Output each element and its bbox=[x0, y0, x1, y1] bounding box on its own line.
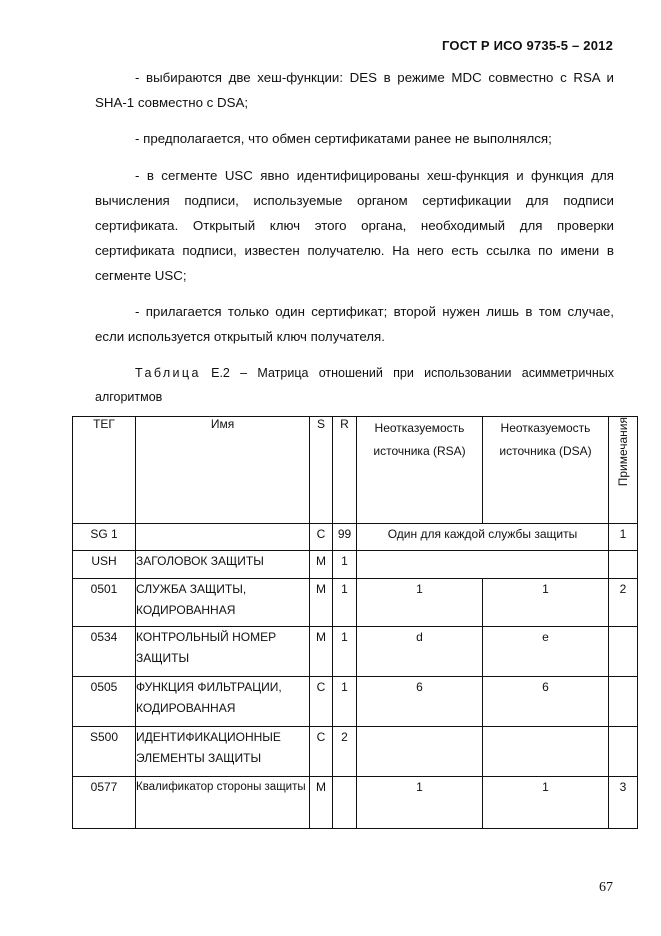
cell-tag: 0534 bbox=[73, 627, 136, 677]
header-dsa: Неотказуемость источника (DSA) bbox=[483, 417, 609, 524]
cell-s: M bbox=[310, 551, 333, 579]
cell-s: C bbox=[310, 524, 333, 551]
page-number: 67 bbox=[599, 880, 613, 895]
table-row bbox=[73, 727, 638, 777]
table-caption-text: Е.2 – Матрица отношений при использовании асимметричных алгоритмов bbox=[95, 366, 614, 404]
cell-r: 2 bbox=[333, 727, 357, 777]
cell-rsa: d bbox=[357, 627, 483, 677]
paragraph-cert-exchange: - предполагается, что обмен сертификатами ранее не выполнялся; bbox=[135, 131, 552, 146]
cell-merged-description: Один для каждой службы защиты bbox=[357, 524, 609, 551]
table-row bbox=[73, 551, 638, 579]
cell-name: СЛУЖБА ЗАЩИТЫ, КОДИРОВАННАЯ bbox=[136, 579, 310, 627]
cell-rsa bbox=[357, 727, 483, 777]
cell-name: ЗАГОЛОВОК ЗАЩИТЫ bbox=[136, 551, 310, 579]
paragraph-single-certificate: - прилагается только один сертификат; второй нужен лишь в том случае, если используется открытый ключ получателя. bbox=[95, 304, 614, 344]
cell-dsa: e bbox=[483, 627, 609, 677]
paragraph-usc-segment: - в сегменте USC явно идентифицированы хеш-функция и функция для вычисления подписи, используемые органом сертификации для подписи сертификата. Открытый ключ этого органа, необходимый для проверки сертификата подписи, известен получателю. На него есть ссылка по имени в сегменте USC; bbox=[95, 168, 614, 283]
table-caption-label: Таблица bbox=[135, 366, 201, 380]
header-name: Имя bbox=[136, 417, 310, 524]
cell-r: 99 bbox=[333, 524, 357, 551]
document-header: ГОСТ Р ИСО 9735-5 – 2012 bbox=[442, 38, 613, 53]
cell-name: ИДЕНТИФИКАЦИОННЫЕ ЭЛЕМЕНТЫ ЗАЩИТЫ bbox=[136, 727, 310, 777]
header-notes bbox=[609, 417, 638, 524]
cell-notes bbox=[609, 727, 638, 777]
cell-s: M bbox=[310, 627, 333, 677]
table-row bbox=[73, 777, 638, 829]
header-s: S bbox=[310, 417, 333, 524]
cell-notes bbox=[609, 627, 638, 677]
cell-r: 1 bbox=[333, 627, 357, 677]
header-rsa: Неотказуемость источника (RSA) bbox=[357, 417, 483, 524]
cell-s: C bbox=[310, 677, 333, 727]
header-notes-label: Примечания bbox=[616, 417, 630, 487]
cell-tag: 0577 bbox=[73, 777, 136, 829]
cell-rsa: 1 bbox=[357, 777, 483, 829]
cell-notes: 2 bbox=[609, 579, 638, 627]
cell-tag: USH bbox=[73, 551, 136, 579]
cell-s: M bbox=[310, 777, 333, 829]
cell-r: 1 bbox=[333, 551, 357, 579]
cell-s: M bbox=[310, 579, 333, 627]
cell-name: КОНТРОЛЬНЫЙ НОМЕР ЗАЩИТЫ bbox=[136, 627, 310, 677]
cell-tag: SG 1 bbox=[73, 524, 136, 551]
paragraph-hash-functions: - выбираются две хеш-функции: DES в режиме MDC совместно с RSA и SHA-1 совместно с DSA; bbox=[95, 70, 614, 110]
cell-tag: 0505 bbox=[73, 677, 136, 727]
cell-rsa: 6 bbox=[357, 677, 483, 727]
cell-notes: 3 bbox=[609, 777, 638, 829]
cell-dsa bbox=[483, 727, 609, 777]
header-tag: ТЕГ bbox=[73, 417, 136, 524]
table-row bbox=[73, 627, 638, 677]
cell-notes bbox=[609, 677, 638, 727]
cell-tag: S500 bbox=[73, 727, 136, 777]
header-r: R bbox=[333, 417, 357, 524]
cell-name: ФУНКЦИЯ ФИЛЬТРАЦИИ, КОДИРОВАННАЯ bbox=[136, 677, 310, 727]
cell-dsa: 1 bbox=[483, 579, 609, 627]
cell-notes bbox=[609, 551, 638, 579]
cell-dsa: 1 bbox=[483, 777, 609, 829]
cell-r: 1 bbox=[333, 579, 357, 627]
cell-tag: 0501 bbox=[73, 579, 136, 627]
cell-r: 1 bbox=[333, 677, 357, 727]
cell-name: Квалификатор стороны защиты bbox=[136, 777, 310, 829]
cell-r bbox=[333, 777, 357, 829]
cell-rsa: 1 bbox=[357, 579, 483, 627]
cell-s: C bbox=[310, 727, 333, 777]
cell-rsa-dsa bbox=[357, 551, 609, 579]
table-header-row bbox=[73, 417, 638, 524]
cell-dsa: 6 bbox=[483, 677, 609, 727]
table-row bbox=[73, 524, 638, 551]
table-row bbox=[73, 677, 638, 727]
table-caption bbox=[95, 361, 614, 409]
cell-name bbox=[136, 524, 310, 551]
relationship-matrix-table bbox=[72, 416, 638, 829]
table-row bbox=[73, 579, 638, 627]
cell-notes: 1 bbox=[609, 524, 638, 551]
